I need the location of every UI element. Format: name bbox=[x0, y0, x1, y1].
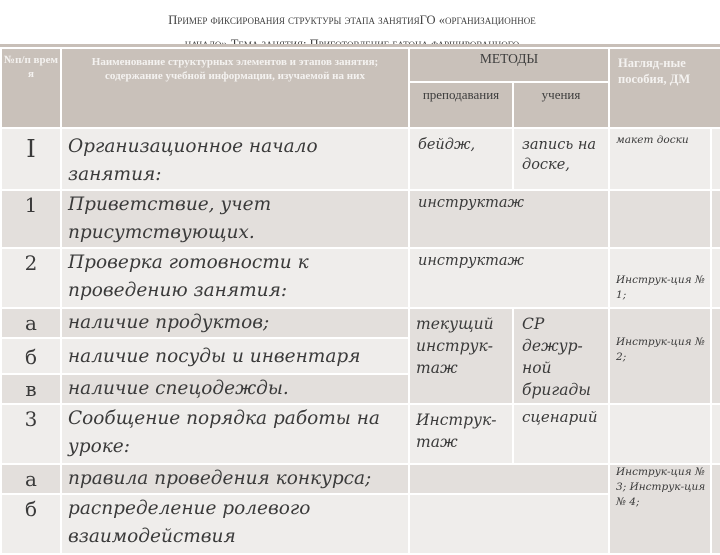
table-row bbox=[1, 308, 720, 338]
table-header-row bbox=[1, 48, 720, 82]
table-row bbox=[1, 404, 720, 464]
row-num: в bbox=[1, 374, 61, 404]
row-content bbox=[61, 494, 409, 554]
lesson-structure-table bbox=[0, 47, 720, 555]
row-content: наличие посуды и инвентаря bbox=[61, 338, 409, 374]
content-line: проведению занятия: bbox=[68, 280, 288, 301]
header-content: Наименование структурных элементов и этапов занятия; содержание учебной информации, изучаемой на них bbox=[61, 48, 409, 128]
row-num: б bbox=[1, 338, 61, 374]
aids-cell: макет доски bbox=[609, 128, 711, 190]
teaching-method: бейдж, bbox=[409, 128, 513, 190]
row-num: 3 bbox=[1, 404, 61, 464]
header-methods: МЕТОДЫ bbox=[409, 48, 609, 82]
aids-cell: Инструк-ция № 3; Инструк-ция № 4; bbox=[609, 464, 711, 554]
content-line: уроке: bbox=[68, 436, 130, 457]
header-learning: учения bbox=[513, 82, 609, 128]
table-row bbox=[1, 248, 720, 308]
row-content: правила проведения конкурса; bbox=[61, 464, 409, 494]
row-num: 2 bbox=[1, 248, 61, 308]
row-content bbox=[61, 248, 409, 308]
row-num: а bbox=[1, 308, 61, 338]
row-content bbox=[61, 190, 409, 248]
aids-cell: Инструк-ция № 1; bbox=[609, 248, 711, 308]
row-content: наличие спецодежды. bbox=[61, 374, 409, 404]
content-line: Сообщение порядка работы на bbox=[68, 408, 380, 429]
learning-method: сценарий bbox=[513, 404, 609, 464]
row-num: б bbox=[1, 494, 61, 554]
header-num: №п/п врем я bbox=[1, 48, 61, 128]
teaching-method: инструктаж bbox=[409, 248, 609, 308]
aids-cell bbox=[609, 404, 711, 464]
aids-cell bbox=[609, 190, 711, 248]
content-line: распределение ролевого bbox=[68, 498, 311, 519]
row-content bbox=[61, 404, 409, 464]
table-row bbox=[1, 464, 720, 494]
learning-method: СР дежур-ной бригады bbox=[513, 308, 609, 404]
table-row bbox=[1, 190, 720, 248]
content-line: Приветствие, учет bbox=[68, 194, 272, 215]
content-line: Организационное начало bbox=[68, 136, 318, 157]
learning-method: запись на доске, bbox=[513, 128, 609, 190]
row-content: наличие продуктов; bbox=[61, 308, 409, 338]
aids-cell: Инструк-ция № 2; bbox=[609, 308, 711, 404]
row-num: 1 bbox=[1, 190, 61, 248]
header-aids: Нагляд-ные пособия, ДМ bbox=[609, 48, 720, 128]
content-line: присутствующих. bbox=[68, 222, 255, 243]
teaching-method: Инструк-таж bbox=[409, 404, 513, 464]
row-content bbox=[61, 128, 409, 190]
content-line: занятия: bbox=[68, 164, 162, 185]
content-line: Проверка готовности к bbox=[68, 252, 309, 273]
title-line-1: Пример фиксирования структуры этапа занятияГО «организационное bbox=[168, 13, 536, 27]
teaching-method: текущий инструк-таж bbox=[409, 308, 513, 404]
row-num: I bbox=[1, 128, 61, 190]
table-row bbox=[1, 128, 720, 190]
header-teaching: преподавания bbox=[409, 82, 513, 128]
teaching-method: инструктаж bbox=[409, 190, 609, 248]
row-num: а bbox=[1, 464, 61, 494]
content-line: взаимодействия bbox=[68, 526, 236, 547]
